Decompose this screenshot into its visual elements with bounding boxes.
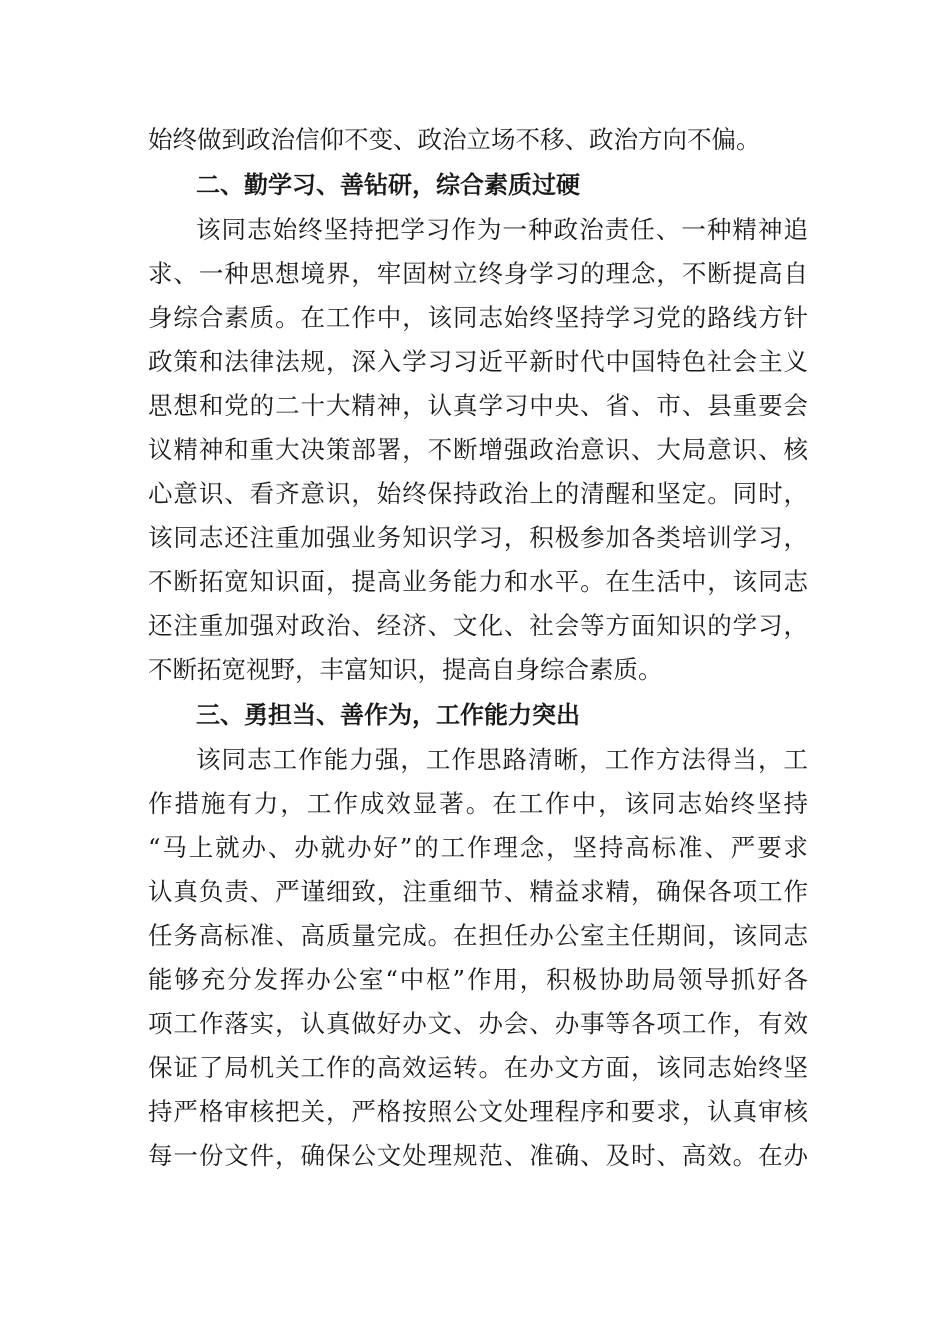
- paragraph-line: 认真负责、严谨细致，注重细节、精益求精，确保各项工作: [148, 877, 808, 906]
- paragraph-line: 不断拓宽视野，丰富知识，提高自身综合素质。: [148, 655, 663, 684]
- paragraph-line: 作措施有力，工作成效显著。在工作中，该同志始终坚持: [148, 789, 808, 818]
- paragraph-line: “马上就办、办就办好”的工作理念，坚持高标准、严要求: [148, 833, 808, 862]
- paragraph-line: 任务高标准、高质量完成。在担任办公室主任期间，该同志: [148, 921, 808, 950]
- paragraph-line: 思想和党的二十大精神，认真学习中央、省、市、县重要会: [148, 391, 808, 420]
- section-heading-3: 三、勇担当、善作为，工作能力突出: [196, 701, 580, 729]
- paragraph-line: 该同志始终坚持把学习作为一种政治责任、一种精神追: [196, 215, 808, 244]
- paragraph-line: 始终做到政治信仰不变、政治立场不移、政治方向不偏。: [148, 125, 761, 154]
- paragraph-line: 心意识、看齐意识，始终保持政治上的清醒和坚定。同时，: [148, 479, 808, 508]
- paragraph-line: 议精神和重大决策部署，不断增强政治意识、大局意识、核: [148, 435, 808, 464]
- paragraph-line: 每一份文件，确保公文处理规范、准确、及时、高效。在办: [148, 1141, 808, 1170]
- paragraph-line: 保证了局机关工作的高效运转。在办文方面，该同志始终坚: [148, 1053, 808, 1082]
- paragraph-line: 求、一种思想境界，牢固树立终身学习的理念，不断提高自: [148, 259, 808, 288]
- paragraph-line: 该同志工作能力强，工作思路清晰，工作方法得当，工: [196, 745, 808, 774]
- paragraph-line: 还注重加强对政治、经济、文化、社会等方面知识的学习，: [148, 611, 808, 640]
- section-heading-2: 二、勤学习、善钻研，综合素质过硬: [196, 171, 580, 199]
- paragraph-line: 能够充分发挥办公室“中枢”作用，积极协助局领导抓好各: [148, 965, 808, 994]
- paragraph-line: 项工作落实，认真做好办文、办会、办事等各项工作，有效: [148, 1009, 808, 1038]
- paragraph-line: 该同志还注重加强业务知识学习，积极参加各类培训学习，: [148, 523, 808, 552]
- paragraph-line: 身综合素质。在工作中，该同志始终坚持学习党的路线方针: [148, 303, 808, 332]
- paragraph-line: 政策和法律法规，深入学习习近平新时代中国特色社会主义: [148, 347, 808, 376]
- paragraph-line: 不断拓宽知识面，提高业务能力和水平。在生活中，该同志: [148, 567, 808, 596]
- paragraph-line: 持严格审核把关，严格按照公文处理程序和要求，认真审核: [148, 1097, 808, 1126]
